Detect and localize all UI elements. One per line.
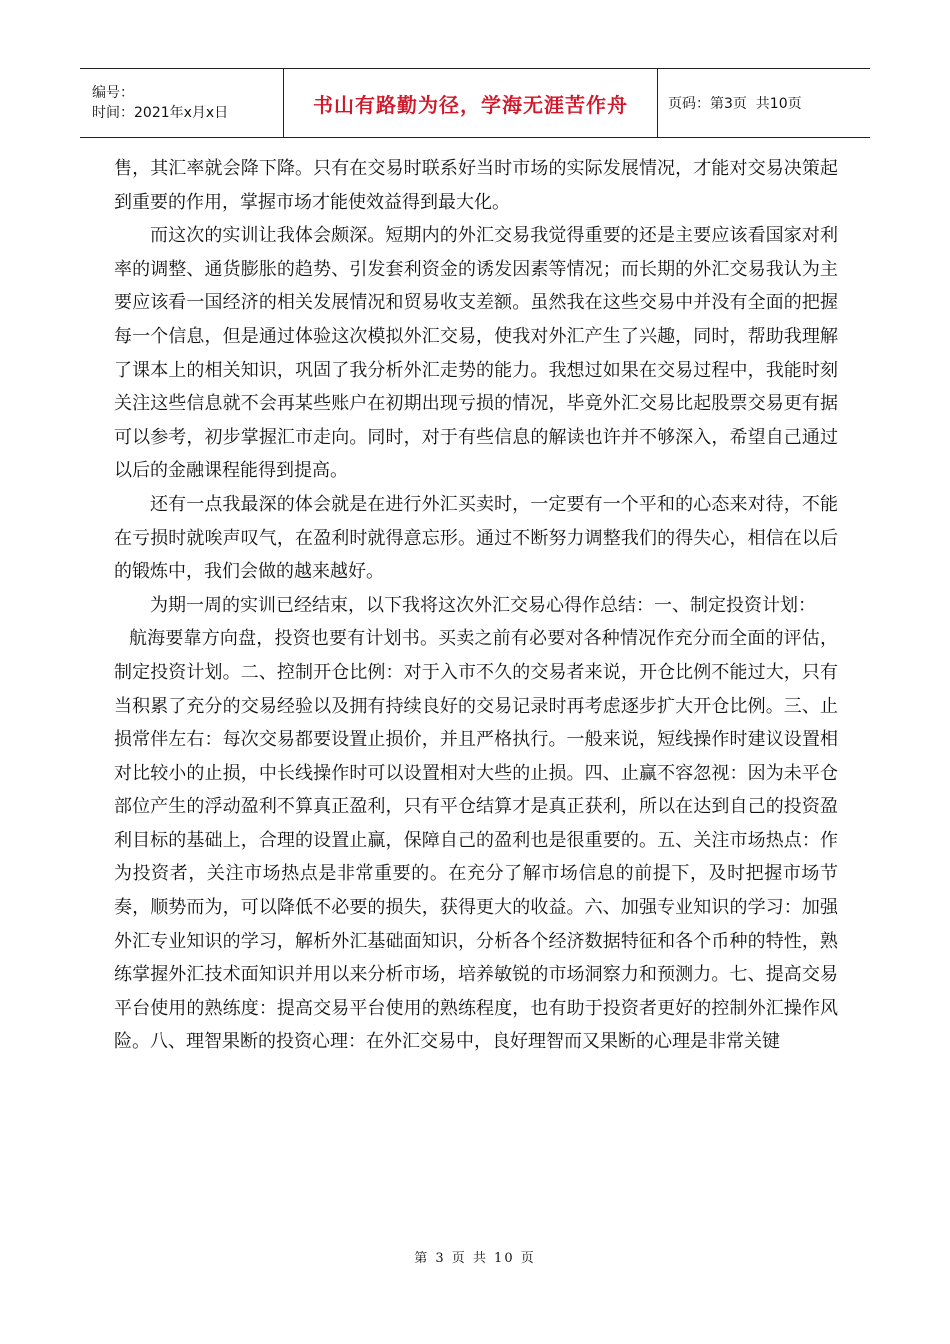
header-meta: [80, 69, 284, 137]
paragraph-5: 航海要靠方向盘，投资也要有计划书。买卖之前有必要对各种情况作充分而全面的评估，制定投资计划。二、控制开仓比例：对于入市不久的交易者来说，开仓比例不能过大，只有当积累了充分的交易经验以及拥有持续良好的交易记录时再考虑逐步扩大开仓比例。三、止损常伴左右：每次交易都要设置止损价，并且严格执行。一般来说，短线操作时建议设置相对比较小的止损，中长线操作时可以设置相对大些的止损。四、止赢不容忽视：因为未平仓部位产生的浮动盈利不算真正盈利，只有平仓结算才是真正获利，所以在达到自己的投资盈利目标的基础上，合理的设置止赢，保障自己的盈利也是很重要的。五、关注市场热点：作为投资者，关注市场热点是非常重要的。在充分了解市场信息的前提下，及时把握市场节奏，顺势而为，可以降低不必要的损失，获得更大的收益。六、加强专业知识的学习：加强外汇专业知识的学习，解析外汇基础面知识，分析各个经济数据特征和各个币种的特性，熟练掌握外汇技术面知识并用以来分析市场，培养敏锐的市场洞察力和预测力。七、提高交易平台使用的熟练度：提高交易平台使用的熟练程度，也有助于投资者更好的控制外汇操作风险。八、理智果断的投资心理：在外汇交易中，良好理智而又果断的心理是非常关键: [114, 628, 838, 1053]
paragraph-3: 还有一点我最深的体会就是在进行外汇买卖时，一定要有一个平和的心态来对待，不能在亏损时就唉声叹气，在盈利时就得意忘形。通过不断努力调整我们的得失心，相信在以后的锻炼中，我们会做的越来越好。: [114, 493, 838, 583]
header-motto: 书山有路勤为径，学海无涯苦作舟: [284, 69, 658, 137]
page-code-text: 页码：第3页 共10页: [668, 96, 802, 112]
paragraph-4: 为期一周的实训已经结束，以下我将这次外汇交易心得作总结：一、制定投资计划：: [150, 594, 816, 616]
header-page-code: [658, 69, 870, 137]
page-footer: 第 3 页 共 10 页: [414, 1251, 536, 1266]
paragraph-2: 而这次的实训让我体会颇深。短期内的外汇交易我觉得重要的还是主要应该看国家对利率的调整、通货膨胀的趋势、引发套利资金的诱发因素等情况；而长期的外汇交易我认为主要应该看一国经济的相关发展情况和贸易收支差额。虽然我在这些交易中并没有全面的把握每一个信息，但是通过体验这次模拟外汇交易，使我对外汇产生了兴趣，同时，帮助我理解了课本上的相关知识，巩固了我分析外汇走势的能力。我想过如果在交易过程中，我能时刻关注这些信息就不会再某些账户在初期出现亏损的情况，毕竟外汇交易比起股票交易更有据可以参考，初步掌握汇市走向。同时，对于有些信息的解读也许并不够深入，希望自己通过以后的金融课程能得到提高。: [114, 225, 838, 482]
serial-label: 编号：: [92, 85, 134, 101]
document-body: [114, 152, 838, 1059]
paragraph-1: 售，其汇率就会降下降。只有在交易时联系好当时市场的实际发展情况，才能对交易决策起到重要的作用，掌握市场才能使效益得到最大化。: [114, 158, 838, 213]
date-label: 时间：2021年x月x日: [92, 105, 229, 121]
page-header: [80, 68, 870, 138]
